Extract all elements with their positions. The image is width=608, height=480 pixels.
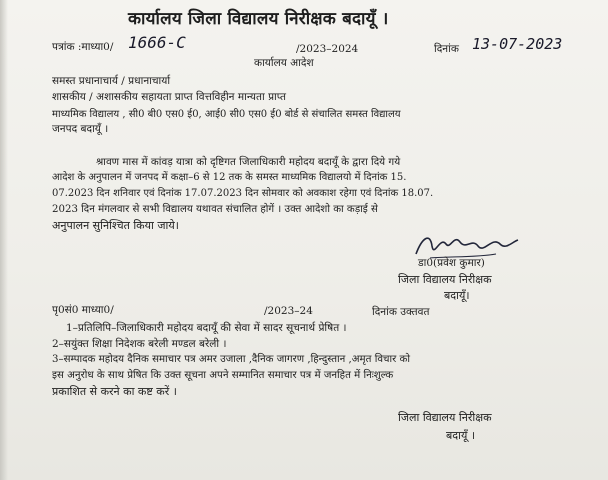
office-order-heading: कार्यालय आदेश	[254, 57, 314, 69]
patrank-number: 1666-C	[128, 33, 186, 52]
body-line-1: श्रावण मास में कांवड़ यात्रा को दृष्टिगत जिलाधिकारी महोदय बदायूँ के द्वारा दिये गये	[96, 156, 401, 168]
copy-date-label: दिनांक उक्तवत	[372, 306, 430, 318]
copy-item-3-line-2: इस अनुरोध के साथ प्रेषित कि उक्त सूचना अपने सम्मानित समाचार पत्र में जनहित में निःशुल्क	[52, 370, 394, 381]
page-edge-shadow	[0, 0, 8, 480]
copy-item-2: 2–सयुंक्त शिक्षा निदेशक बरेली मण्डल बरेली ।	[52, 338, 227, 350]
closing-designation: जिला विद्यालय निरीक्षक	[398, 411, 492, 424]
body-line-3: 07.2023 दिन शनिवार एवं दिनांक 17.07.2023 दिन सोमवार को अवकाश रहेगा एवं दिनांक 18.07.	[52, 188, 434, 199]
signatory-designation: जिला विद्यालय निरीक्षक	[398, 273, 492, 286]
signatory-name: डा0(प्रवेश कुमार)	[418, 257, 485, 269]
office-title: कार्यालय जिला विद्यालय निरीक्षक बदायूँ ।	[128, 9, 389, 29]
copy-item-3-line-3: प्रकाशित से करने का कष्ट करें ।	[52, 385, 177, 398]
body-line-2: आदेश के अनुपालन में जनपद में कक्षा–6 से 12 तक के समस्त माध्यमिक विद्यालयो में दिनांक 15.	[52, 172, 407, 183]
copy-patrank-label: पृ0सं0 माध्या0/	[52, 304, 114, 316]
address-line-2: शासकीय / अशासकीय सहायता प्राप्त वित्तविहीन मान्यता प्राप्त	[52, 91, 286, 103]
date-value: 13-07-2023	[472, 35, 563, 53]
copy-patrank-year: /2023–24	[264, 305, 313, 317]
address-line-3: माध्यमिक विद्यालय , सी0 बी0 एस0 ई0, आई0 सी0 एस0 ई0 बोर्ड से संचालित समस्त विद्यालय	[52, 109, 401, 120]
patrank-year: /2023–2024	[296, 43, 359, 55]
address-line-4: जनपद बदायूँ ।	[52, 123, 109, 135]
copy-item-3-line-1: 3–सम्पादक महोदय दैनिक समाचार पत्र अमर उजाला ,दैनिक जागरण ,हिन्दुस्तान ,अमृत विचार को	[52, 354, 410, 365]
signatory-place: बदायूँ।	[444, 289, 470, 302]
copy-item-1: 1–प्रतिलिपि–जिलाधिकारी महोदय बदायूँ की सेवा में सादर सूचनार्थ प्रेषित ।	[66, 322, 347, 334]
address-line-1: समस्त प्रधानाचार्य / प्रधानाचार्या	[52, 75, 171, 87]
closing-place: बदायूँ ।	[446, 429, 476, 442]
body-line-4: 2023 दिन मंगलवार से सभी विद्यालय यथावत संचालित होगें । उक्त आदेशो का कड़ाई से	[52, 204, 378, 215]
date-label: दिनांक	[434, 43, 459, 55]
patrank-label: पत्रांक :माध्या0/	[52, 41, 114, 53]
body-line-5: अनुपालन सुनिश्चित किया जाये।	[52, 219, 179, 232]
